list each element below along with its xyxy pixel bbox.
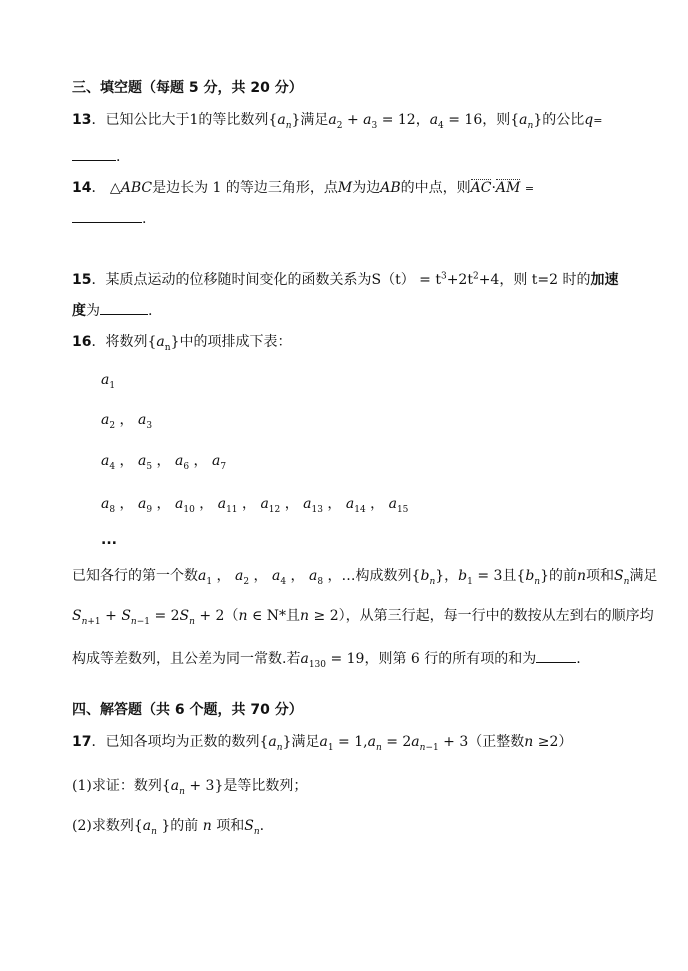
dot-operator: · [491, 180, 496, 196]
answer-blank[interactable] [100, 300, 148, 315]
math-expression: $a_2 + a_3$ [328, 112, 378, 131]
question-16-desc-2: $S_{n+1} + S_{n-1} = 2S_n + 2(n$ ∈ N*且n ≥ 2），从第三行起，每一行中的数按从左到右的顺序均 [72, 608, 654, 627]
question-14 [72, 178, 534, 199]
question-15-line2 [72, 300, 152, 321]
section-heading-fill-in [72, 78, 303, 98]
variable: q [584, 112, 594, 128]
variable: M [337, 180, 353, 196]
question-text: 的前 [170, 818, 199, 834]
table-row-ellipsis [101, 530, 117, 550]
question-text: 中的项排成下表： [179, 334, 292, 350]
question-text: (1)求证：数列 [72, 778, 162, 794]
question-text: …构成数列 [341, 568, 412, 584]
question-text: 满足 [629, 568, 658, 584]
question-text: 的中点，则 [400, 180, 471, 196]
question-text: 为 [86, 303, 100, 319]
question-text: +4，则 t=2 时的 [478, 272, 591, 288]
question-text: ．已知各项均为正数的数列 [91, 734, 260, 750]
question-13 [72, 110, 602, 131]
question-text: 项和 [216, 818, 245, 834]
question-text: ≥2） [537, 734, 573, 750]
question-text: 是边长为 1 的等边三角形，点 [152, 180, 338, 196]
sequence-symbol: $\{a_n\}$ [147, 334, 180, 353]
question-text: = 19，则第 6 行的所有项的和为 [330, 651, 537, 667]
answer-line-14 [72, 208, 146, 229]
variable: ABC [120, 180, 153, 196]
math-expression: + 2（ [199, 608, 239, 624]
answer-blank[interactable] [536, 648, 576, 663]
question-text: ．某质点运动的位移随时间变化的函数关系为S（t） = t [91, 272, 441, 288]
math-expression: = 3 [477, 568, 503, 584]
variable: AB [380, 180, 401, 196]
exponent: 3 [440, 271, 447, 282]
period: . [259, 818, 265, 834]
ellipsis: ... [101, 532, 117, 548]
question-text: (2)求数列 [72, 818, 134, 834]
question-17-part-1: (1)求证：数列$\{a_n + 3\}$是等比数列； [72, 778, 308, 797]
question-number: 16 [72, 334, 92, 350]
question-16-desc-1: 已知各行的第一个数$a_1$ ， $a_2$ ， $a_4$ ， $a_8$ ，…构成数列$\{b_n\}$，$b_1 = 3$且$\{b_n\}$的前n项和$S_n$满足 [72, 568, 658, 587]
question-text: ，则 [482, 112, 511, 128]
period: . [576, 651, 581, 667]
question-16 [72, 332, 291, 352]
equals-sign: = [593, 114, 603, 127]
sequence-symbol: $\{a_n\}$ [268, 112, 301, 131]
question-text: 的前 [549, 568, 578, 584]
table-row-4: $a_8$ ， $a_9$ ， $a_{10}$ ， $a_{11}$ ， $a_{12}$ ， $a_{13}$ ， $a_{14}$ ， $a_{15}$ [101, 496, 409, 515]
question-text: 满足 [291, 734, 320, 750]
question-text: ≥ 2），从第三行起，每一行中的数按从左到右的顺序均 [313, 608, 654, 624]
question-text: 度 [72, 303, 86, 319]
question-17-part-2: (2)求数列{$a_n$ }的前 n 项和$S_n$. [72, 818, 265, 837]
question-text: +2t [446, 272, 473, 288]
variable: n [202, 818, 212, 834]
question-text: ， [415, 112, 430, 128]
vector: AM [495, 180, 521, 196]
period: . [116, 149, 121, 165]
question-text: 为边 [352, 180, 381, 196]
table-row-1: $a_1$ [101, 372, 116, 391]
variable: n [577, 568, 587, 584]
question-17: 17．已知各项均为正数的数列$\{a_n\}$满足$a_1 = 1,a_n = 2a_{n-1} + 3$（正整数n ≥2） [72, 734, 573, 753]
math-expression: = 1, [338, 734, 368, 750]
question-text: ， [444, 568, 459, 584]
question-text: 项和 [586, 568, 615, 584]
question-number: 17 [72, 734, 92, 750]
section-heading-solutions [72, 700, 303, 720]
table-row-3: $a_4$ ， $a_5$ ， $a_6$ ， $a_7$ [101, 453, 227, 472]
exponent: 2 [472, 271, 479, 282]
answer-blank[interactable] [72, 208, 142, 223]
question-text: ．已知公比大于 [91, 112, 190, 128]
section-heading-text: 三、填空题（每题 5 分，共 20 分） [72, 80, 303, 96]
answer-blank[interactable] [72, 146, 116, 161]
math-expression: = 2 [386, 734, 412, 750]
question-text: 构成等差数列，且公差为同一常数.若 [72, 651, 301, 667]
math-expression: = 12 [381, 112, 416, 128]
equals-sign: = [524, 182, 535, 195]
question-number: 15 [72, 272, 92, 288]
question-text: + 3（正整数 [443, 734, 525, 750]
period: . [142, 211, 147, 227]
question-text: 且 [502, 568, 517, 584]
section-heading-text: 四、解答题（共 6 个题，共 70 分） [72, 702, 303, 718]
answer-line-13 [72, 146, 120, 167]
question-15 [72, 270, 619, 290]
question-text: ． △ [91, 180, 121, 196]
math-expression: = 16 [448, 112, 483, 128]
math-expression: $a_4$ [429, 112, 444, 131]
period: . [148, 303, 153, 319]
question-text: ．将数列 [91, 334, 148, 350]
question-number: 13 [72, 112, 92, 128]
math-expression: = 2 [154, 608, 180, 624]
vector: AC [470, 180, 492, 196]
question-text: 的等比数列 [198, 112, 269, 128]
question-text: 加速 [590, 272, 619, 288]
sequence-symbol: $\{a_n\}$ [510, 112, 543, 131]
question-number: 14 [72, 180, 92, 196]
question-text: 已知各行的第一个数 [72, 568, 198, 584]
table-row-2: $a_2$ ， $a_3$ [101, 412, 153, 431]
question-16-desc-3: 构成等差数列，且公差为同一常数.若$a_{130} = 19$，则第 6 行的所有项的和为 . [72, 648, 581, 669]
question-text: 满足 [300, 112, 329, 128]
math-expression: ∈ N*且 [251, 608, 301, 624]
question-text: 的公比 [542, 112, 585, 128]
question-text: 是等比数列； [223, 778, 308, 794]
question-text: 1 [189, 112, 199, 128]
